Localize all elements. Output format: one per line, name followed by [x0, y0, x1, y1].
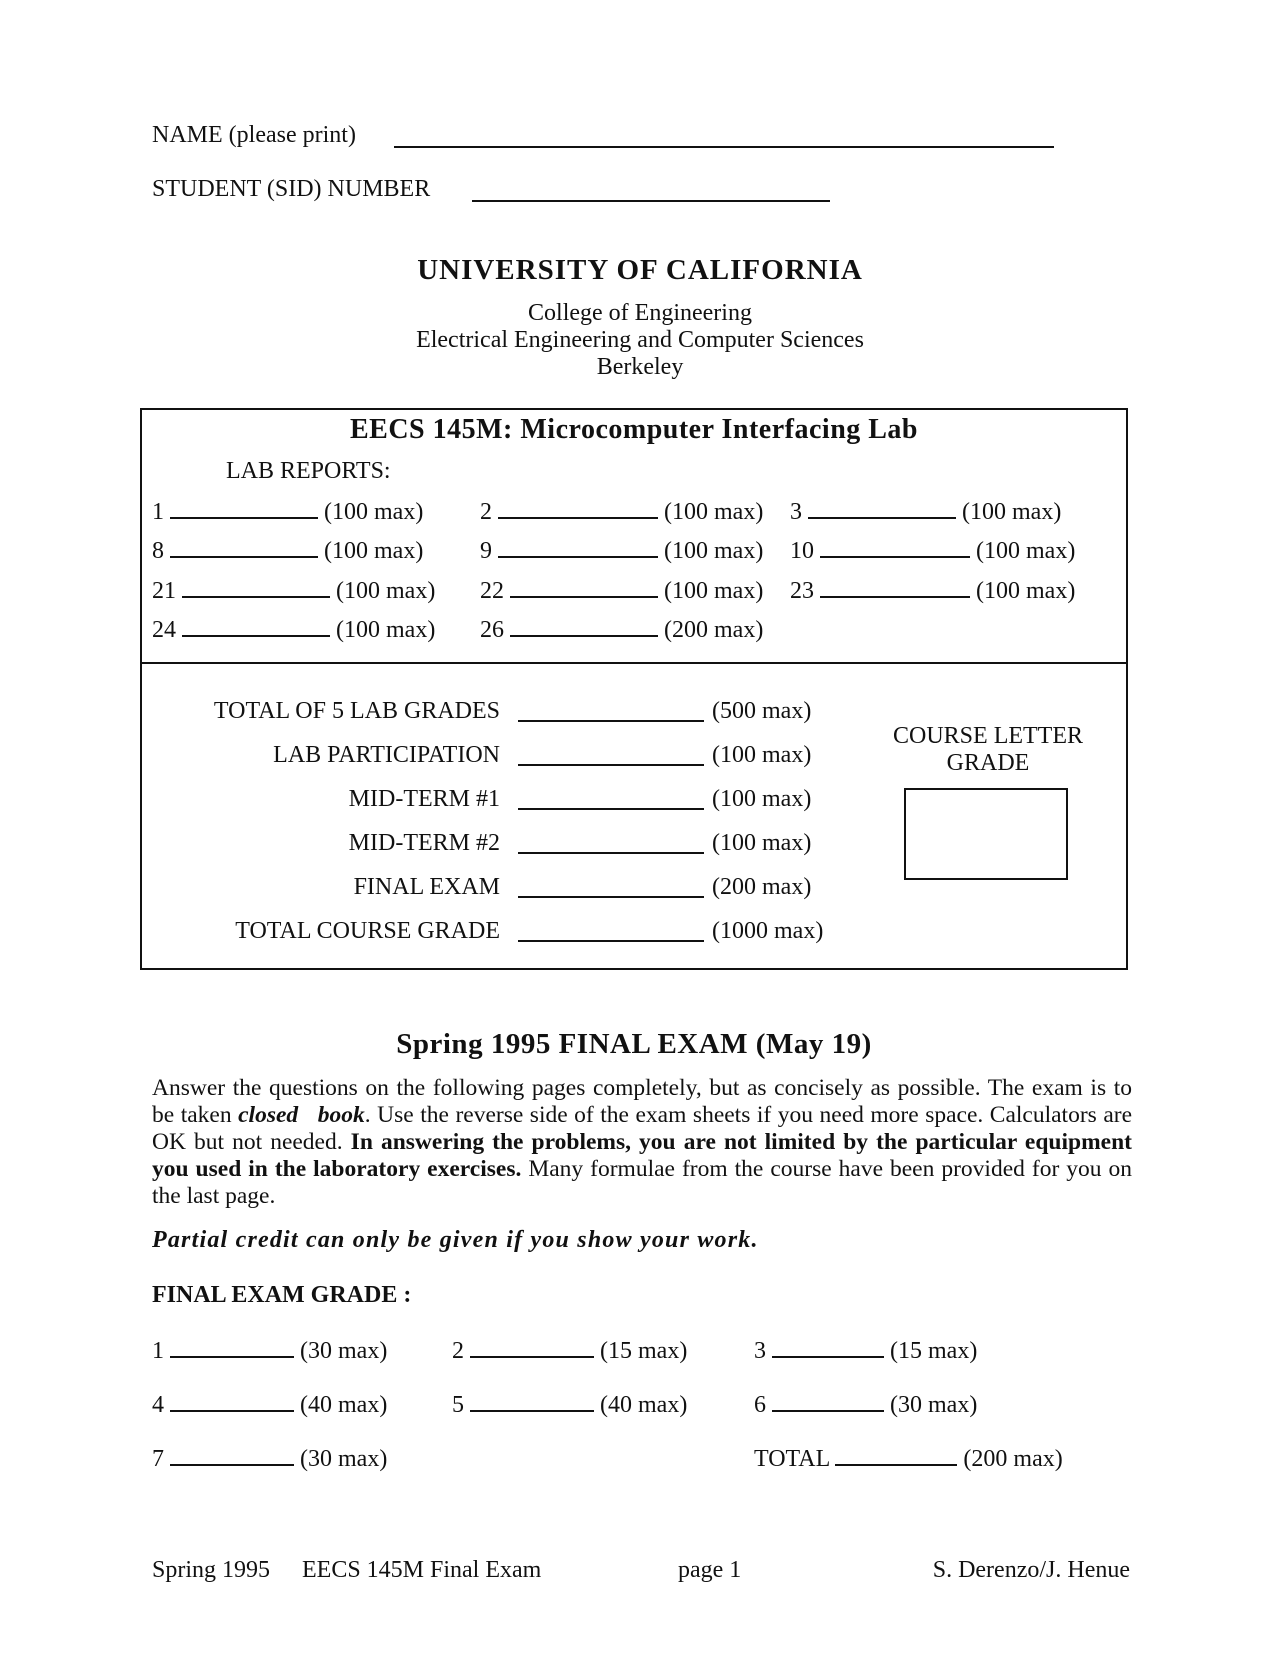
footer-authors: S. Derenzo/J. Henue — [932, 1557, 1130, 1583]
final-exam-label: FINAL EXAM — [353, 874, 500, 900]
campus-name: Berkeley — [596, 354, 684, 380]
exam-title: Spring 1995 FINAL EXAM (May 19) — [396, 1028, 872, 1060]
exam-total: TOTAL (200 max) — [754, 1446, 1063, 1472]
problem-5-blank[interactable] — [470, 1390, 594, 1412]
instructions-book: book — [317, 1102, 365, 1128]
instructions-part-b: . Use the reverse side of the exam sheets if you need more space. Calculators are OK but not needed. — [152, 1102, 1133, 1155]
sid-label: STUDENT (SID) NUMBER — [152, 176, 431, 202]
letter-grade-label-1: COURSE LETTER — [893, 723, 1083, 749]
footer-term: Spring 1995 — [152, 1557, 271, 1583]
final-exam-max: (200 max) — [712, 874, 812, 900]
lab-report-26-blank[interactable] — [510, 615, 658, 637]
lab-report-3: 3 (100 max) — [790, 499, 1062, 525]
instructions-part-a: Answer the questions on the following pages completely, but as concisely as possible. The exam is to be taken — [152, 1075, 1132, 1128]
lab-report-22-blank[interactable] — [510, 576, 658, 598]
course-title: EECS 145M: Microcomputer Interfacing Lab — [349, 414, 919, 445]
lab-participation-blank[interactable] — [518, 744, 704, 766]
university-title: UNIVERSITY OF CALIFORNIA — [417, 254, 863, 286]
final-exam-grade-heading: FINAL EXAM GRADE : — [152, 1282, 412, 1308]
lab-report-21: 21 (100 max) — [152, 578, 436, 604]
lab-report-2: 2 (100 max) — [480, 499, 764, 525]
letter-grade-label-2: GRADE — [946, 750, 1030, 776]
problem-5: 5 (40 max) — [452, 1392, 688, 1418]
problem-4: 4 (40 max) — [152, 1392, 388, 1418]
midterm-2-blank[interactable] — [518, 832, 704, 854]
total-course-grade-blank[interactable] — [518, 920, 704, 942]
box-divider — [142, 662, 1126, 664]
name-label: NAME (please print) — [152, 122, 356, 148]
problem-7: 7 (30 max) — [152, 1446, 388, 1472]
lab-report-21-blank[interactable] — [182, 576, 330, 598]
sid-field-row — [152, 176, 430, 203]
lab-report-8: 8 (100 max) — [152, 538, 424, 564]
total-course-grade-max: (1000 max) — [712, 918, 824, 944]
lab-report-3-blank[interactable] — [808, 497, 956, 519]
lab-report-24-blank[interactable] — [182, 615, 330, 637]
sid-input-line[interactable] — [472, 180, 830, 202]
lab-report-9: 9 (100 max) — [480, 538, 764, 564]
midterm-1-blank[interactable] — [518, 788, 704, 810]
name-input-line[interactable] — [394, 126, 1054, 148]
problem-3: 3 (15 max) — [754, 1338, 978, 1364]
problem-1-blank[interactable] — [170, 1336, 294, 1358]
lab-participation-label: LAB PARTICIPATION — [273, 742, 500, 768]
letter-grade-box[interactable] — [904, 788, 1068, 880]
total-lab-grades-blank[interactable] — [518, 700, 704, 722]
lab-report-24: 24 (100 max) — [152, 617, 436, 643]
problem-3-blank[interactable] — [772, 1336, 884, 1358]
lab-report-23-blank[interactable] — [820, 576, 970, 598]
midterm-1-max: (100 max) — [712, 786, 812, 812]
lab-participation-max: (100 max) — [712, 742, 812, 768]
instructions-bold: In answering the problems, you are not limited by the particular equipment you used in the laboratory exercises. — [152, 1129, 1132, 1182]
instructions-closed: closed — [238, 1102, 299, 1128]
footer-doc: EECS 145M Final Exam — [302, 1557, 542, 1583]
problem-2: 2 (15 max) — [452, 1338, 688, 1364]
instructions-paragraph — [152, 1075, 1132, 1210]
problem-6-blank[interactable] — [772, 1390, 884, 1412]
midterm-1-label: MID-TERM #1 — [348, 786, 500, 812]
problem-4-blank[interactable] — [170, 1390, 294, 1412]
lab-report-22: 22 (100 max) — [480, 578, 764, 604]
lab-report-10: 10 (100 max) — [790, 538, 1076, 564]
name-field-row — [152, 122, 356, 149]
lab-report-26: 26 (200 max) — [480, 617, 764, 643]
lab-report-8-blank[interactable] — [170, 536, 318, 558]
department-name: Electrical Engineering and Computer Sciences — [416, 327, 864, 353]
exam-total-blank[interactable] — [835, 1444, 957, 1466]
lab-report-23: 23 (100 max) — [790, 578, 1076, 604]
lab-report-9-blank[interactable] — [498, 536, 658, 558]
final-exam-blank[interactable] — [518, 876, 704, 898]
lab-report-10-blank[interactable] — [820, 536, 970, 558]
total-lab-grades-max: (500 max) — [712, 698, 812, 724]
problem-7-blank[interactable] — [170, 1444, 294, 1466]
problem-6: 6 (30 max) — [754, 1392, 978, 1418]
total-course-grade-label: TOTAL COURSE GRADE — [235, 918, 500, 944]
total-lab-grades-label: TOTAL OF 5 LAB GRADES — [213, 698, 500, 724]
college-name: College of Engineering — [528, 300, 752, 326]
instructions-part-c: Many formulae from the course have been provided for you on the last page. — [152, 1156, 1132, 1209]
problem-1: 1 (30 max) — [152, 1338, 388, 1364]
problem-2-blank[interactable] — [470, 1336, 594, 1358]
lab-report-1-blank[interactable] — [170, 497, 318, 519]
footer-page: page 1 — [678, 1557, 742, 1583]
midterm-2-label: MID-TERM #2 — [348, 830, 500, 856]
partial-credit-note: Partial credit can only be given if you show your work. — [152, 1227, 759, 1253]
lab-report-1: 1 (100 max) — [152, 499, 424, 525]
midterm-2-max: (100 max) — [712, 830, 812, 856]
lab-reports-label: LAB REPORTS: — [226, 458, 391, 484]
lab-report-2-blank[interactable] — [498, 497, 658, 519]
